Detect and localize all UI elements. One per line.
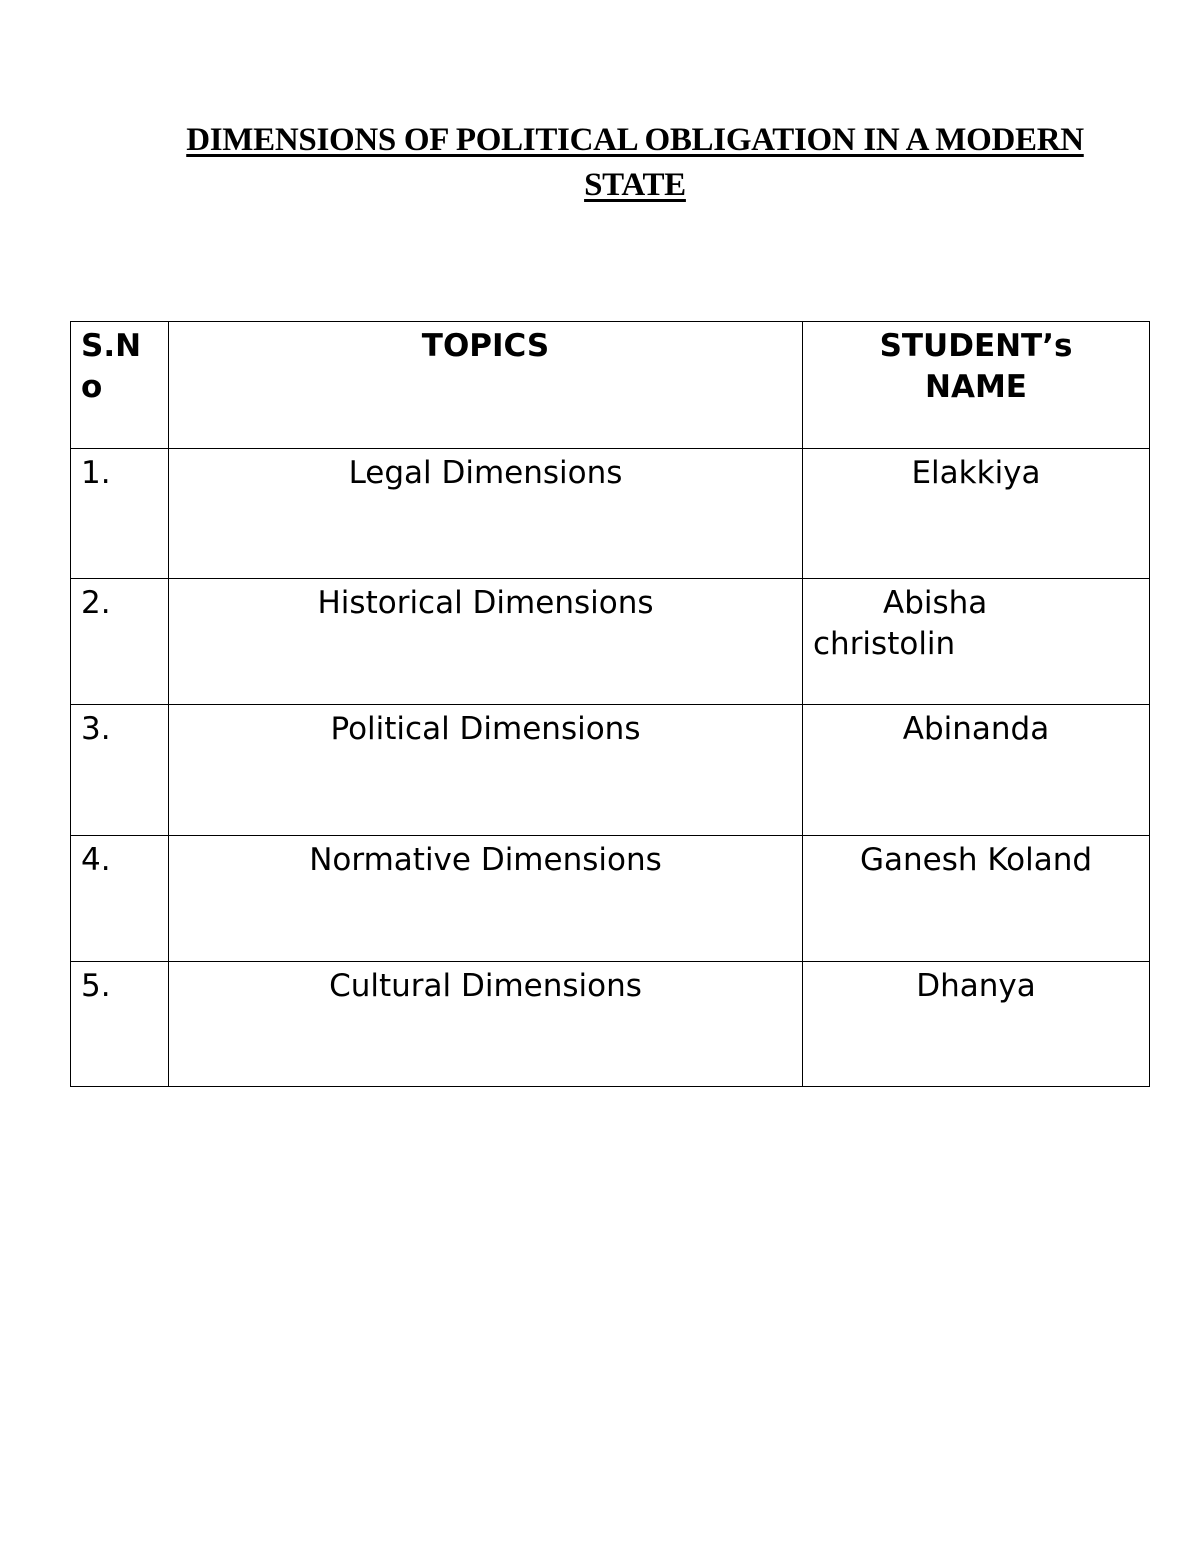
- header-student-name: [803, 322, 1150, 449]
- row-student-name: Elakkiya: [803, 449, 1150, 579]
- table-row: [71, 449, 1150, 579]
- row-student-name: Ganesh Koland: [803, 836, 1150, 962]
- table-row: [71, 962, 1150, 1087]
- row-sno: 3.: [71, 705, 169, 836]
- row-sno: 4.: [71, 836, 169, 962]
- row-topic: Normative Dimensions: [169, 836, 803, 962]
- title-line-2: STATE: [584, 167, 686, 203]
- row-student-name: Abinanda: [803, 705, 1150, 836]
- header-student-name-line-1: STUDENT’s: [879, 328, 1073, 364]
- row-sno: 2.: [71, 579, 169, 705]
- row-student-name-line-2: christolin: [813, 626, 956, 662]
- row-student-name: Dhanya: [803, 962, 1150, 1087]
- topics-table: [70, 321, 1150, 1087]
- title-line-1: DIMENSIONS OF POLITICAL OBLIGATION IN A MODERN: [186, 122, 1084, 158]
- row-topic: Political Dimensions: [169, 705, 803, 836]
- table-header-row: [71, 322, 1150, 449]
- table-row: [71, 836, 1150, 962]
- document-title: [0, 118, 1200, 208]
- table-row: [71, 579, 1150, 705]
- row-sno: 5.: [71, 962, 169, 1087]
- header-student-name-line-2: NAME: [925, 369, 1027, 405]
- header-sno: S.No: [71, 322, 169, 449]
- row-topic: Cultural Dimensions: [169, 962, 803, 1087]
- header-topics: TOPICS: [169, 322, 803, 449]
- row-topic: Legal Dimensions: [169, 449, 803, 579]
- table-row: [71, 705, 1150, 836]
- row-sno: 1.: [71, 449, 169, 579]
- row-topic: Historical Dimensions: [169, 579, 803, 705]
- row-student-name: [803, 579, 1150, 705]
- row-student-name-line-1: Abisha: [883, 585, 988, 621]
